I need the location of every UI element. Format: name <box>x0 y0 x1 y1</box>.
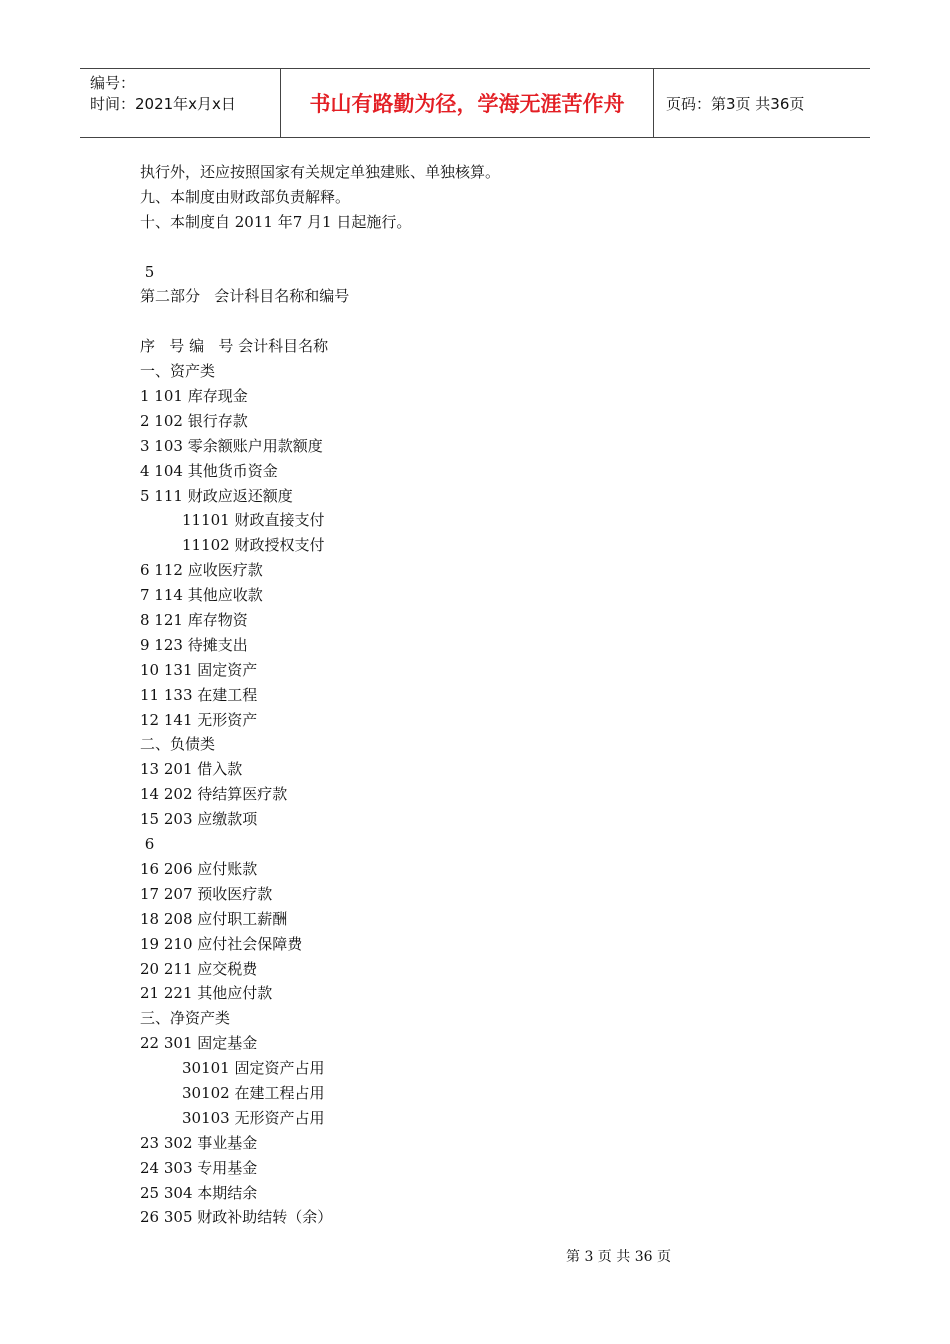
text-line: 15 203 应缴款项 <box>140 810 258 829</box>
text-line <box>140 235 840 260</box>
text-line: 二、负债类 <box>140 735 216 754</box>
page-header <box>80 68 870 138</box>
text-line: 30102 在建工程占用 <box>182 1083 325 1102</box>
text-line: 16 206 应付账款 <box>140 859 258 878</box>
text-line: 10 131 固定资产 <box>140 660 258 679</box>
text-line: 1 101 库存现金 <box>140 387 248 406</box>
text-line: 30101 固定资产占用 <box>182 1059 325 1078</box>
text-line: 11102 财政授权支付 <box>182 536 325 555</box>
header-motto: 书山有路勤为径，学海无涯苦作舟 <box>281 69 654 137</box>
text-line: 6 112 应收医疗款 <box>140 561 263 580</box>
page-footer: 第 3 页 共 36 页 <box>566 1249 671 1265</box>
text-line: 26 305 财政补助结转（余） <box>140 1208 333 1227</box>
text-line: 5 111 财政应返还额度 <box>140 486 293 505</box>
text-line: 21 221 其他应付款 <box>140 984 273 1003</box>
text-line: 24 303 专用基金 <box>140 1158 258 1177</box>
text-line: 25 304 本期结余 <box>140 1183 258 1202</box>
text-line: 17 207 预收医疗款 <box>140 884 273 903</box>
text-line: 11101 财政直接支付 <box>182 511 325 530</box>
text-line: 2 102 银行存款 <box>140 411 248 430</box>
header-page-info: 页码：第3页 共36页 <box>666 94 805 113</box>
document-number-label: 编号： <box>90 74 136 92</box>
text-line: 第二部分 会计科目名称和编号 <box>140 287 350 306</box>
text-line: 22 301 固定基金 <box>140 1034 258 1053</box>
text-line: 三、净资产类 <box>140 1009 231 1028</box>
text-line: 4 104 其他货币资金 <box>140 461 278 480</box>
text-line: 23 302 事业基金 <box>140 1133 258 1152</box>
text-line: 19 210 应付社会保障费 <box>140 934 303 953</box>
text-line: 30103 无形资产占用 <box>182 1108 325 1127</box>
text-line: 执行外，还应按照国家有关规定单独建账、单独核算。 <box>140 163 501 181</box>
text-line: 7 114 其他应收款 <box>140 586 263 605</box>
text-line: 9 123 待摊支出 <box>140 635 248 654</box>
text-line: 13 201 借入款 <box>140 760 243 779</box>
text-line: 18 208 应付职工薪酬 <box>140 909 288 928</box>
text-line: 5 <box>140 262 155 281</box>
document-time: 时间：2021年x月x日 <box>90 95 236 113</box>
document-body <box>140 160 840 1230</box>
text-line: 8 121 库存物资 <box>140 611 248 630</box>
text-line: 11 133 在建工程 <box>140 685 258 704</box>
text-line: 3 103 零余额账户用款额度 <box>140 436 323 455</box>
text-line: 一、资产类 <box>140 362 216 381</box>
text-line: 14 202 待结算医疗款 <box>140 785 288 804</box>
text-line: 12 141 无形资产 <box>140 710 258 729</box>
text-line: 20 211 应交税费 <box>140 959 258 978</box>
text-line: 九、本制度由财政部负责解释。 <box>140 187 351 206</box>
text-line: 6 <box>140 835 155 854</box>
header-meta <box>80 69 281 137</box>
text-line: 序 号 编 号 会计科目名称 <box>140 337 329 356</box>
text-line <box>140 309 840 334</box>
text-line: 十、本制度自 2011 年7 月1 日起施行。 <box>140 212 412 231</box>
